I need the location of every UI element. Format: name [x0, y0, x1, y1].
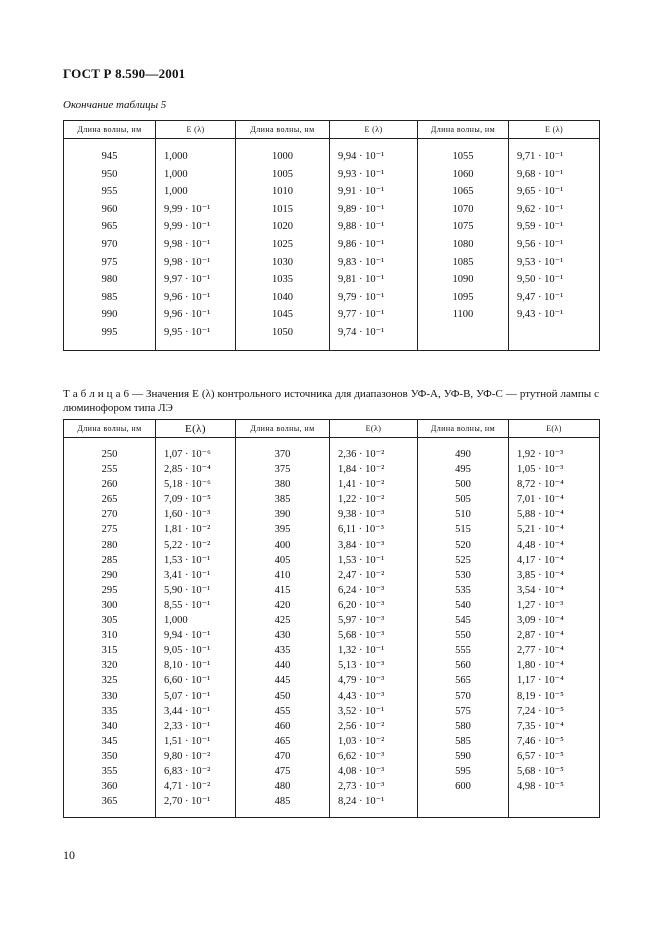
irradiance-value-cell: 6,62 · 10⁻³	[330, 749, 418, 764]
table6-header-wavelength-1: Длина волны, нм	[64, 420, 156, 438]
wavelength-cell: 990	[64, 306, 156, 324]
wavelength-cell: 455	[236, 704, 330, 719]
irradiance-value-cell: 9,93 · 10⁻¹	[330, 166, 418, 184]
irradiance-value-cell: 1,41 · 10⁻²	[330, 477, 418, 492]
wavelength-cell: 335	[64, 704, 156, 719]
irradiance-value-cell: 9,71 · 10⁻¹	[509, 148, 600, 166]
wavelength-cell: 375	[236, 462, 330, 477]
irradiance-value-cell: 2,56 · 10⁻²	[330, 719, 418, 734]
table-row	[64, 289, 600, 307]
table5	[63, 120, 600, 351]
wavelength-cell: 505	[418, 492, 509, 507]
table-spacer-row	[64, 438, 600, 448]
table-row	[64, 166, 600, 184]
irradiance-value-cell: 3,52 · 10⁻¹	[330, 704, 418, 719]
table-row	[64, 704, 600, 719]
wavelength-cell: 465	[236, 734, 330, 749]
table5-header-wavelength-3: Длина волны, нм	[418, 121, 509, 139]
irradiance-value-cell: 7,09 · 10⁻⁵	[156, 492, 236, 507]
irradiance-value-cell: 9,43 · 10⁻¹	[509, 306, 600, 324]
irradiance-value-cell: 7,46 · 10⁻⁵	[509, 734, 600, 749]
irradiance-value-cell: 2,70 · 10⁻¹	[156, 794, 236, 809]
table-row	[64, 324, 600, 342]
irradiance-value-cell: 1,92 · 10⁻³	[509, 447, 600, 462]
irradiance-value-cell: 5,21 · 10⁻⁴	[509, 522, 600, 537]
wavelength-cell: 415	[236, 583, 330, 598]
irradiance-value-cell: 5,13 · 10⁻³	[330, 658, 418, 673]
wavelength-cell: 1100	[418, 306, 509, 324]
wavelength-cell: 530	[418, 568, 509, 583]
irradiance-value-cell: 1,51 · 10⁻¹	[156, 734, 236, 749]
table6-header-wavelength-3: Длина волны, нм	[418, 420, 509, 438]
wavelength-cell: 495	[418, 462, 509, 477]
irradiance-value-cell: 9,79 · 10⁻¹	[330, 289, 418, 307]
wavelength-cell: 350	[64, 749, 156, 764]
irradiance-value-cell: 9,99 · 10⁻¹	[156, 201, 236, 219]
irradiance-value-cell: 9,74 · 10⁻¹	[330, 324, 418, 342]
table-row	[64, 271, 600, 289]
wavelength-cell: 395	[236, 522, 330, 537]
wavelength-cell: 995	[64, 324, 156, 342]
wavelength-cell: 1000	[236, 148, 330, 166]
wavelength-cell: 420	[236, 598, 330, 613]
irradiance-value-cell	[509, 794, 600, 809]
irradiance-value-cell: 5,68 · 10⁻⁵	[509, 764, 600, 779]
wavelength-cell: 570	[418, 689, 509, 704]
table-row	[64, 689, 600, 704]
irradiance-value-cell: 5,18 · 10⁻⁶	[156, 477, 236, 492]
wavelength-cell: 490	[418, 447, 509, 462]
table-row	[64, 218, 600, 236]
wavelength-cell: 525	[418, 553, 509, 568]
wavelength-cell: 510	[418, 507, 509, 522]
irradiance-value-cell: 9,65 · 10⁻¹	[509, 183, 600, 201]
wavelength-cell: 1025	[236, 236, 330, 254]
wavelength-cell: 960	[64, 201, 156, 219]
wavelength-cell: 945	[64, 148, 156, 166]
table-row	[64, 794, 600, 809]
irradiance-value-cell: 1,000	[156, 613, 236, 628]
wavelength-cell: 320	[64, 658, 156, 673]
irradiance-value-cell: 9,62 · 10⁻¹	[509, 201, 600, 219]
wavelength-cell: 1060	[418, 166, 509, 184]
wavelength-cell: 1015	[236, 201, 330, 219]
table-row	[64, 507, 600, 522]
irradiance-value-cell: 1,000	[156, 166, 236, 184]
wavelength-cell: 980	[64, 271, 156, 289]
wavelength-cell: 385	[236, 492, 330, 507]
irradiance-value-cell: 6,60 · 10⁻¹	[156, 673, 236, 688]
wavelength-cell: 250	[64, 447, 156, 462]
table-row	[64, 613, 600, 628]
irradiance-value-cell: 3,09 · 10⁻⁴	[509, 613, 600, 628]
table-row	[64, 201, 600, 219]
wavelength-cell	[418, 324, 509, 342]
irradiance-value-cell: 1,80 · 10⁻⁴	[509, 658, 600, 673]
irradiance-value-cell: 9,47 · 10⁻¹	[509, 289, 600, 307]
table-spacer-row	[64, 809, 600, 818]
irradiance-value-cell: 9,80 · 10⁻²	[156, 749, 236, 764]
irradiance-value-cell: 9,91 · 10⁻¹	[330, 183, 418, 201]
irradiance-value-cell: 3,41 · 10⁻¹	[156, 568, 236, 583]
wavelength-cell: 435	[236, 643, 330, 658]
table-row	[64, 568, 600, 583]
wavelength-cell: 280	[64, 538, 156, 553]
wavelength-cell: 1010	[236, 183, 330, 201]
irradiance-value-cell: 6,57 · 10⁻⁵	[509, 749, 600, 764]
wavelength-cell: 985	[64, 289, 156, 307]
irradiance-value-cell: 9,95 · 10⁻¹	[156, 324, 236, 342]
wavelength-cell: 1040	[236, 289, 330, 307]
table5-header-wavelength-1: Длина волны, нм	[64, 121, 156, 139]
wavelength-cell: 430	[236, 628, 330, 643]
irradiance-value-cell: 1,03 · 10⁻²	[330, 734, 418, 749]
table-row	[64, 254, 600, 272]
wavelength-cell: 1095	[418, 289, 509, 307]
wavelength-cell: 585	[418, 734, 509, 749]
irradiance-value-cell: 9,77 · 10⁻¹	[330, 306, 418, 324]
wavelength-cell: 500	[418, 477, 509, 492]
wavelength-cell: 540	[418, 598, 509, 613]
irradiance-value-cell: 3,85 · 10⁻⁴	[509, 568, 600, 583]
irradiance-value-cell: 9,97 · 10⁻¹	[156, 271, 236, 289]
wavelength-cell: 330	[64, 689, 156, 704]
wavelength-cell: 950	[64, 166, 156, 184]
wavelength-cell: 325	[64, 673, 156, 688]
table5-header-e-lambda-3: E (λ)	[509, 121, 600, 139]
table-row	[64, 183, 600, 201]
irradiance-value-cell: 2,87 · 10⁻⁴	[509, 628, 600, 643]
wavelength-cell: 600	[418, 779, 509, 794]
table-row	[64, 779, 600, 794]
irradiance-value-cell: 6,11 · 10⁻³	[330, 522, 418, 537]
irradiance-value-cell: 5,22 · 10⁻²	[156, 538, 236, 553]
wavelength-cell: 425	[236, 613, 330, 628]
wavelength-cell: 1070	[418, 201, 509, 219]
table-row	[64, 462, 600, 477]
table-row	[64, 598, 600, 613]
wavelength-cell: 295	[64, 583, 156, 598]
page-number: 10	[63, 848, 75, 862]
irradiance-value-cell: 4,48 · 10⁻⁴	[509, 538, 600, 553]
irradiance-value-cell: 9,89 · 10⁻¹	[330, 201, 418, 219]
wavelength-cell: 545	[418, 613, 509, 628]
irradiance-value-cell: 6,20 · 10⁻³	[330, 598, 418, 613]
irradiance-value-cell: 1,22 · 10⁻²	[330, 492, 418, 507]
wavelength-cell: 315	[64, 643, 156, 658]
irradiance-value-cell: 4,71 · 10⁻²	[156, 779, 236, 794]
wavelength-cell: 1065	[418, 183, 509, 201]
wavelength-cell: 575	[418, 704, 509, 719]
wavelength-cell: 255	[64, 462, 156, 477]
irradiance-value-cell: 5,88 · 10⁻⁴	[509, 507, 600, 522]
wavelength-cell: 260	[64, 477, 156, 492]
wavelength-cell: 970	[64, 236, 156, 254]
table-row	[64, 306, 600, 324]
document-title: ГОСТ Р 8.590—2001	[63, 66, 186, 81]
irradiance-value-cell: 9,38 · 10⁻³	[330, 507, 418, 522]
wavelength-cell: 285	[64, 553, 156, 568]
wavelength-cell: 595	[418, 764, 509, 779]
table-row	[64, 643, 600, 658]
wavelength-cell: 1080	[418, 236, 509, 254]
irradiance-value-cell: 4,98 · 10⁻⁵	[509, 779, 600, 794]
table6-caption: Т а б л и ц а 6 — Значения E (λ) контрольного источника для диапазонов УФ-А, УФ-В, УФ-С — ртутной лампы с люминофором типа ЛЭ	[63, 388, 599, 414]
irradiance-value-cell: 1,07 · 10⁻⁶	[156, 447, 236, 462]
wavelength-cell: 550	[418, 628, 509, 643]
irradiance-value-cell: 8,72 · 10⁻⁴	[509, 477, 600, 492]
irradiance-value-cell: 2,73 · 10⁻³	[330, 779, 418, 794]
irradiance-value-cell: 8,10 · 10⁻¹	[156, 658, 236, 673]
irradiance-value-cell: 1,81 · 10⁻²	[156, 522, 236, 537]
table-row	[64, 583, 600, 598]
wavelength-cell	[418, 794, 509, 809]
wavelength-cell: 450	[236, 689, 330, 704]
wavelength-cell: 445	[236, 673, 330, 688]
table-row	[64, 447, 600, 462]
table5-caption: Окончание таблицы 5	[63, 99, 167, 111]
irradiance-value-cell: 5,68 · 10⁻³	[330, 628, 418, 643]
irradiance-value-cell: 9,86 · 10⁻¹	[330, 236, 418, 254]
wavelength-cell: 1090	[418, 271, 509, 289]
irradiance-value-cell: 1,84 · 10⁻²	[330, 462, 418, 477]
table-row	[64, 522, 600, 537]
table6-header-e-lambda-1: E(λ)	[156, 420, 236, 438]
irradiance-value-cell	[509, 324, 600, 342]
irradiance-value-cell: 2,77 · 10⁻⁴	[509, 643, 600, 658]
irradiance-value-cell: 4,08 · 10⁻³	[330, 764, 418, 779]
wavelength-cell: 390	[236, 507, 330, 522]
wavelength-cell: 1050	[236, 324, 330, 342]
irradiance-value-cell: 7,01 · 10⁻⁴	[509, 492, 600, 507]
irradiance-value-cell: 2,36 · 10⁻²	[330, 447, 418, 462]
irradiance-value-cell: 1,60 · 10⁻³	[156, 507, 236, 522]
irradiance-value-cell: 1,05 · 10⁻³	[509, 462, 600, 477]
table6-header-row	[64, 420, 600, 438]
irradiance-value-cell: 9,94 · 10⁻¹	[156, 628, 236, 643]
wavelength-cell: 400	[236, 538, 330, 553]
irradiance-value-cell: 6,83 · 10⁻²	[156, 764, 236, 779]
table6-body	[64, 438, 600, 818]
table-row	[64, 538, 600, 553]
table-row	[64, 553, 600, 568]
irradiance-value-cell: 6,24 · 10⁻³	[330, 583, 418, 598]
irradiance-value-cell: 9,05 · 10⁻¹	[156, 643, 236, 658]
wavelength-cell: 975	[64, 254, 156, 272]
wavelength-cell: 555	[418, 643, 509, 658]
irradiance-value-cell: 5,07 · 10⁻¹	[156, 689, 236, 704]
irradiance-value-cell: 9,99 · 10⁻¹	[156, 218, 236, 236]
irradiance-value-cell: 7,35 · 10⁻⁴	[509, 719, 600, 734]
irradiance-value-cell: 9,88 · 10⁻¹	[330, 218, 418, 236]
irradiance-value-cell: 8,24 · 10⁻¹	[330, 794, 418, 809]
table6-header-wavelength-2: Длина волны, нм	[236, 420, 330, 438]
irradiance-value-cell: 1,000	[156, 148, 236, 166]
table5-body	[64, 139, 600, 351]
irradiance-value-cell: 9,59 · 10⁻¹	[509, 218, 600, 236]
table-row	[64, 148, 600, 166]
wavelength-cell: 1030	[236, 254, 330, 272]
wavelength-cell: 365	[64, 794, 156, 809]
wavelength-cell: 275	[64, 522, 156, 537]
table-spacer-row	[64, 342, 600, 351]
wavelength-cell: 405	[236, 553, 330, 568]
wavelength-cell: 965	[64, 218, 156, 236]
irradiance-value-cell: 3,44 · 10⁻¹	[156, 704, 236, 719]
table-row	[64, 628, 600, 643]
irradiance-value-cell: 1,27 · 10⁻³	[509, 598, 600, 613]
wavelength-cell: 1045	[236, 306, 330, 324]
irradiance-value-cell: 9,83 · 10⁻¹	[330, 254, 418, 272]
wavelength-cell: 590	[418, 749, 509, 764]
irradiance-value-cell: 4,79 · 10⁻³	[330, 673, 418, 688]
wavelength-cell: 480	[236, 779, 330, 794]
wavelength-cell: 1035	[236, 271, 330, 289]
wavelength-cell: 955	[64, 183, 156, 201]
table-row	[64, 749, 600, 764]
irradiance-value-cell: 9,68 · 10⁻¹	[509, 166, 600, 184]
irradiance-value-cell: 1,000	[156, 183, 236, 201]
irradiance-value-cell: 9,96 · 10⁻¹	[156, 289, 236, 307]
wavelength-cell: 485	[236, 794, 330, 809]
table6-header-e-lambda-2: E(λ)	[330, 420, 418, 438]
wavelength-cell: 520	[418, 538, 509, 553]
table6	[63, 419, 600, 818]
wavelength-cell: 580	[418, 719, 509, 734]
irradiance-value-cell: 1,53 · 10⁻¹	[156, 553, 236, 568]
wavelength-cell: 370	[236, 447, 330, 462]
table5-header-wavelength-2: Длина волны, нм	[236, 121, 330, 139]
irradiance-value-cell: 5,97 · 10⁻³	[330, 613, 418, 628]
table-row	[64, 719, 600, 734]
irradiance-value-cell: 4,17 · 10⁻⁴	[509, 553, 600, 568]
wavelength-cell: 360	[64, 779, 156, 794]
wavelength-cell: 470	[236, 749, 330, 764]
table-row	[64, 236, 600, 254]
wavelength-cell: 1075	[418, 218, 509, 236]
wavelength-cell: 440	[236, 658, 330, 673]
table6-header-e-lambda-3: E(λ)	[509, 420, 600, 438]
table-row	[64, 658, 600, 673]
wavelength-cell: 355	[64, 764, 156, 779]
table-row	[64, 477, 600, 492]
irradiance-value-cell: 3,54 · 10⁻⁴	[509, 583, 600, 598]
wavelength-cell: 265	[64, 492, 156, 507]
irradiance-value-cell: 1,17 · 10⁻⁴	[509, 673, 600, 688]
irradiance-value-cell: 2,85 · 10⁻⁴	[156, 462, 236, 477]
table5-header-e-lambda-2: E (λ)	[330, 121, 418, 139]
table5-header-row	[64, 121, 600, 139]
wavelength-cell: 290	[64, 568, 156, 583]
table-row	[64, 764, 600, 779]
table-row	[64, 673, 600, 688]
wavelength-cell: 560	[418, 658, 509, 673]
irradiance-value-cell: 9,81 · 10⁻¹	[330, 271, 418, 289]
wavelength-cell: 1020	[236, 218, 330, 236]
irradiance-value-cell: 1,53 · 10⁻¹	[330, 553, 418, 568]
irradiance-value-cell: 9,53 · 10⁻¹	[509, 254, 600, 272]
table-spacer-row	[64, 139, 600, 149]
wavelength-cell: 1085	[418, 254, 509, 272]
irradiance-value-cell: 9,94 · 10⁻¹	[330, 148, 418, 166]
irradiance-value-cell: 5,90 · 10⁻¹	[156, 583, 236, 598]
table5-header-e-lambda-1: E (λ)	[156, 121, 236, 139]
irradiance-value-cell: 7,24 · 10⁻⁵	[509, 704, 600, 719]
wavelength-cell: 340	[64, 719, 156, 734]
wavelength-cell: 305	[64, 613, 156, 628]
irradiance-value-cell: 9,56 · 10⁻¹	[509, 236, 600, 254]
irradiance-value-cell: 4,43 · 10⁻³	[330, 689, 418, 704]
irradiance-value-cell: 1,32 · 10⁻¹	[330, 643, 418, 658]
table-row	[64, 492, 600, 507]
irradiance-value-cell: 2,47 · 10⁻²	[330, 568, 418, 583]
irradiance-value-cell: 8,19 · 10⁻⁵	[509, 689, 600, 704]
wavelength-cell: 300	[64, 598, 156, 613]
irradiance-value-cell: 9,50 · 10⁻¹	[509, 271, 600, 289]
wavelength-cell: 475	[236, 764, 330, 779]
wavelength-cell: 270	[64, 507, 156, 522]
wavelength-cell: 1005	[236, 166, 330, 184]
wavelength-cell: 1055	[418, 148, 509, 166]
irradiance-value-cell: 3,84 · 10⁻³	[330, 538, 418, 553]
irradiance-value-cell: 2,33 · 10⁻¹	[156, 719, 236, 734]
irradiance-value-cell: 9,96 · 10⁻¹	[156, 306, 236, 324]
wavelength-cell: 535	[418, 583, 509, 598]
wavelength-cell: 345	[64, 734, 156, 749]
wavelength-cell: 410	[236, 568, 330, 583]
wavelength-cell: 310	[64, 628, 156, 643]
irradiance-value-cell: 9,98 · 10⁻¹	[156, 236, 236, 254]
irradiance-value-cell: 8,55 · 10⁻¹	[156, 598, 236, 613]
table-row	[64, 734, 600, 749]
wavelength-cell: 380	[236, 477, 330, 492]
wavelength-cell: 460	[236, 719, 330, 734]
irradiance-value-cell: 9,98 · 10⁻¹	[156, 254, 236, 272]
wavelength-cell: 515	[418, 522, 509, 537]
wavelength-cell: 565	[418, 673, 509, 688]
